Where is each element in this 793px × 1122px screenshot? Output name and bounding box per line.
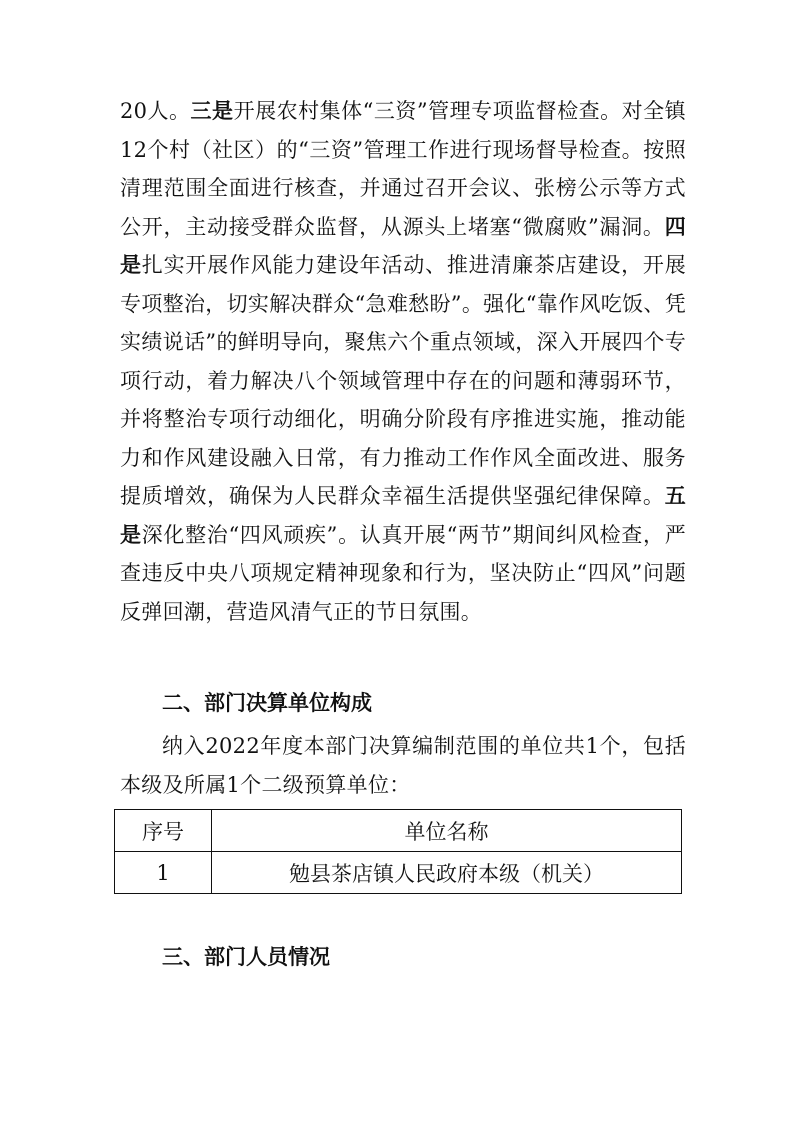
- cell-index: 1: [115, 852, 212, 894]
- section-heading-3: 三、部门人员情况: [162, 945, 330, 969]
- section-heading-2: 二、部门决算单位构成: [162, 691, 372, 715]
- bold-marker-three: 三是: [190, 99, 234, 123]
- text-run: 开展农村集体“三资”管理专项监督检查。对全镇12个村（社区）的“三资”管理工作进行现场督导检查。按照清理范围全面进行核查，并通过召开会议、张榜公示等方式公开，主动接受群众监督，从源头上堵塞“微腐败”漏洞。: [120, 99, 686, 239]
- text-run: 扎实开展作风能力建设年活动、推进清廉茶店建设，开展专项整治，切实解决群众“急难愁盼”。强化“靠作风吃饭、凭实绩说话”的鲜明导向，聚焦六个重点领域，深入开展四个专项行动，着力解决八个领域管理中存在的问题和薄弱环节，并将整治专项行动细化，明确分阶段有序推进实施，推动能力和作风建设融入日常，有力推动工作作风全面改进、服务提质增效，确保为人民群众幸福生活提供坚强纪律保障。: [120, 253, 686, 508]
- bold-marker-five: 五是: [120, 484, 686, 547]
- table-header-row: [115, 810, 682, 852]
- bold-marker-four: 四是: [120, 214, 686, 277]
- paragraph-supervision: [120, 92, 686, 631]
- text-run: 深化整治“四风顽疾”。认真开展“两节”期间纠风检查，严查违反中央八项规定精神现象和行为，坚决防止“四风”问题反弹回潮，营造风清气正的节日氛围。: [120, 522, 686, 624]
- cell-unit-name: 勉县茶店镇人民政府本级（机关）: [212, 852, 682, 894]
- header-index: 序号: [115, 810, 212, 852]
- text-run: 20人。: [120, 99, 191, 123]
- units-table: [114, 809, 682, 894]
- header-unit-name: 单位名称: [212, 810, 682, 852]
- paragraph-units: 纳入2022年度本部门决算编制范围的单位共1个，包括本级及所属1个二级预算单位：: [120, 734, 686, 797]
- table-row: [115, 852, 682, 894]
